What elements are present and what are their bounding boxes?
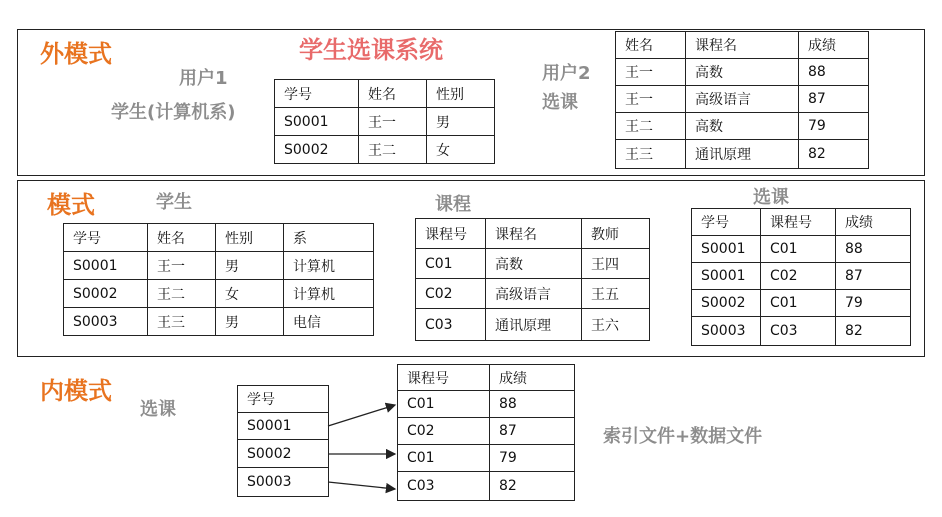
table-cell: 82 xyxy=(836,317,911,346)
table-cell: S0001 xyxy=(692,236,761,263)
header-cell: 学号 xyxy=(64,224,148,252)
table-cell: S0001 xyxy=(692,263,761,290)
table-cell: 王二 xyxy=(616,113,686,140)
table-cell: S0002 xyxy=(238,440,329,468)
table-cell: 女 xyxy=(427,136,495,164)
header-cell: 课程名 xyxy=(486,219,582,249)
header-cell: 学号 xyxy=(238,386,329,413)
table-cell: C03 xyxy=(416,309,486,341)
table-cell: 男 xyxy=(216,252,284,280)
user2-view-name: 选课 xyxy=(542,92,578,113)
table-cell: C01 xyxy=(761,290,836,317)
user1-label: 用户1 xyxy=(179,68,228,89)
table-cell: C02 xyxy=(416,279,486,309)
table-cell: 王四 xyxy=(582,249,650,279)
table-cell: 电信 xyxy=(284,308,374,336)
table-cell: C01 xyxy=(416,249,486,279)
table-cell: S0003 xyxy=(238,468,329,497)
table-cell: 计算机 xyxy=(284,252,374,280)
header-cell: 学号 xyxy=(275,80,359,108)
table-cell: S0003 xyxy=(692,317,761,346)
header-cell: 成绩 xyxy=(799,32,869,59)
table-cell: 79 xyxy=(490,445,575,472)
course-table-title: 课程 xyxy=(435,194,471,215)
internal-table-title: 选课 xyxy=(140,399,176,420)
table-cell: 王二 xyxy=(148,280,216,308)
arrow-s0001 xyxy=(328,405,395,426)
table-cell: 王一 xyxy=(616,59,686,86)
table-cell: 87 xyxy=(799,86,869,113)
internal-schema-label: 内模式 xyxy=(40,377,112,405)
table-cell: 79 xyxy=(799,113,869,140)
header-cell: 成绩 xyxy=(836,209,911,236)
table-cell: 87 xyxy=(490,418,575,445)
table-cell: 王三 xyxy=(616,140,686,169)
header-cell: 教师 xyxy=(582,219,650,249)
table-cell: S0001 xyxy=(275,108,359,136)
table-cell: 高数 xyxy=(686,59,799,86)
storage-note: 索引文件+数据文件 xyxy=(603,426,763,447)
table-cell: C02 xyxy=(398,418,490,445)
table-cell: 高数 xyxy=(686,113,799,140)
table-cell: 高数 xyxy=(486,249,582,279)
table-cell: 王三 xyxy=(148,308,216,336)
header-cell: 性别 xyxy=(216,224,284,252)
table-cell: S0001 xyxy=(64,252,148,280)
table-cell: 王五 xyxy=(582,279,650,309)
table-cell: C01 xyxy=(761,236,836,263)
arrow-s0003 xyxy=(328,482,395,489)
table-cell: 王一 xyxy=(616,86,686,113)
header-cell: 性别 xyxy=(427,80,495,108)
table-cell: S0002 xyxy=(64,280,148,308)
header-cell: 系 xyxy=(284,224,374,252)
header-cell: 课程号 xyxy=(761,209,836,236)
table-cell: C03 xyxy=(761,317,836,346)
table-cell: S0002 xyxy=(275,136,359,164)
table-cell: 男 xyxy=(427,108,495,136)
table-cell: 高级语言 xyxy=(686,86,799,113)
conceptual-schema-label: 模式 xyxy=(47,191,95,219)
table-cell: 通讯原理 xyxy=(686,140,799,169)
table-cell: C01 xyxy=(398,445,490,472)
external-schema-label: 外模式 xyxy=(40,40,112,68)
table-cell: S0003 xyxy=(64,308,148,336)
table-cell: 82 xyxy=(490,472,575,501)
table-cell: 88 xyxy=(836,236,911,263)
user2-label: 用户2 xyxy=(542,63,591,84)
header-cell: 课程号 xyxy=(416,219,486,249)
table-cell: 高级语言 xyxy=(486,279,582,309)
table-cell: C03 xyxy=(398,472,490,501)
header-cell: 姓名 xyxy=(616,32,686,59)
header-cell: 姓名 xyxy=(359,80,427,108)
header-cell: 课程名 xyxy=(686,32,799,59)
user1-view-name: 学生(计算机系) xyxy=(111,102,236,123)
header-cell: 成绩 xyxy=(490,365,575,391)
header-cell: 课程号 xyxy=(398,365,490,391)
table-cell: 女 xyxy=(216,280,284,308)
enroll-table-title: 选课 xyxy=(753,187,789,208)
table-cell: 王六 xyxy=(582,309,650,341)
table-cell: 88 xyxy=(799,59,869,86)
header-cell: 姓名 xyxy=(148,224,216,252)
table-cell: 通讯原理 xyxy=(486,309,582,341)
table-cell: 王一 xyxy=(359,108,427,136)
table-cell: 王一 xyxy=(148,252,216,280)
table-cell: S0001 xyxy=(238,413,329,440)
table-cell: 计算机 xyxy=(284,280,374,308)
student-table-title: 学生 xyxy=(156,192,192,213)
table-cell: C02 xyxy=(761,263,836,290)
header-cell: 学号 xyxy=(692,209,761,236)
table-cell: 82 xyxy=(799,140,869,169)
table-cell: 男 xyxy=(216,308,284,336)
table-cell: 88 xyxy=(490,391,575,418)
table-cell: S0002 xyxy=(692,290,761,317)
system-title: 学生选课系统 xyxy=(299,36,443,64)
table-cell: 87 xyxy=(836,263,911,290)
table-cell: 79 xyxy=(836,290,911,317)
table-cell: C01 xyxy=(398,391,490,418)
table-cell: 王二 xyxy=(359,136,427,164)
